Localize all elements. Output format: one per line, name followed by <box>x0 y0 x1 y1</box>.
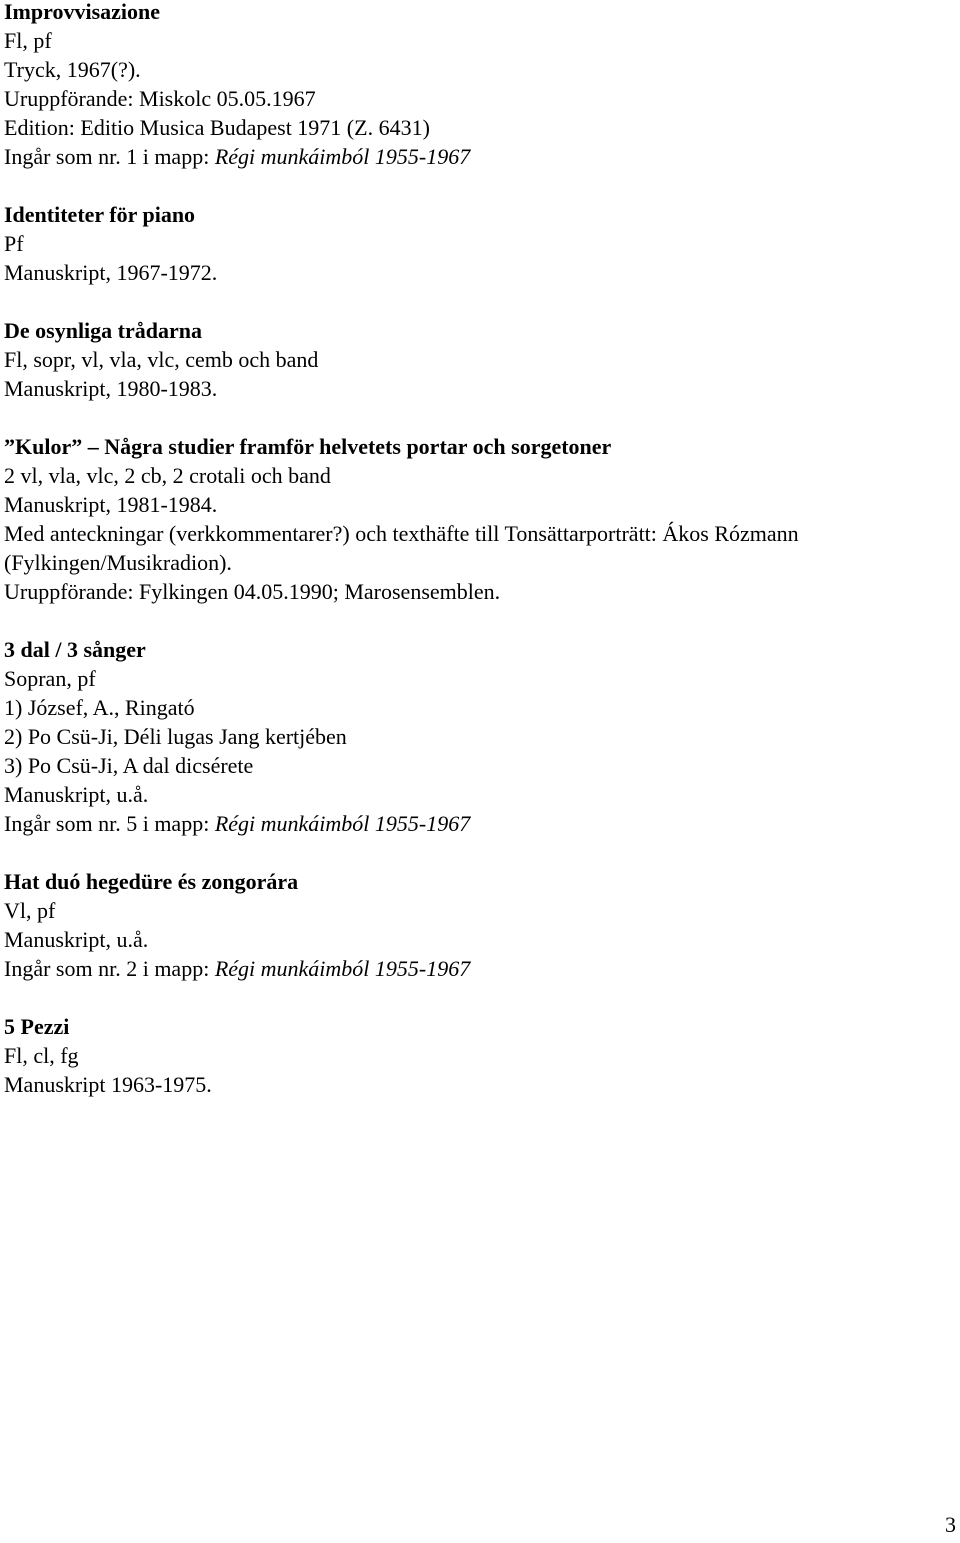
mapp-note: Ingår som nr. 2 i mapp: Régi munkáimból 1955-1967 <box>4 956 471 981</box>
mapp-note: Ingår som nr. 5 i mapp: Régi munkáimból 1955-1967 <box>4 811 471 836</box>
annotation-note: Med anteckningar (verkkommentarer?) och texthäfte till Tonsättarporträtt: Ákos Rózmann <box>4 521 799 546</box>
mapp-title: Régi munkáimból 1955-1967 <box>214 811 471 836</box>
work-entry-hat-duo <box>4 867 954 983</box>
document-page <box>4 0 954 1099</box>
work-title: ”Kulor” – Några studier framför helvetets portar och sorgetoner <box>4 434 612 459</box>
mapp-title: Régi munkáimból 1955-1967 <box>214 144 471 169</box>
edition-note: Edition: Editio Musica Budapest 1971 (Z. 6431) <box>4 115 430 140</box>
instrumentation: 2 vl, vla, vlc, 2 cb, 2 crotali och band <box>4 463 331 488</box>
work-entry-3-dal <box>4 635 954 838</box>
premiere-note: Uruppförande: Miskolc 05.05.1967 <box>4 86 316 111</box>
instrumentation: Vl, pf <box>4 898 56 923</box>
work-title: 3 dal / 3 sånger <box>4 637 146 662</box>
premiere-note: Uruppförande: Fylkingen 04.05.1990; Marosensemblen. <box>4 579 501 604</box>
work-entry-de-osynliga-tradarna <box>4 316 954 403</box>
mapp-note: Ingår som nr. 1 i mapp: Régi munkáimból 1955-1967 <box>4 144 471 169</box>
work-title: Hat duó hegedüre és zongorára <box>4 869 299 894</box>
manuscript-note: Manuskript 1963-1975. <box>4 1072 212 1097</box>
work-entry-improvvisazione <box>4 0 954 171</box>
mapp-title: Régi munkáimból 1955-1967 <box>214 956 471 981</box>
instrumentation: Fl, cl, fg <box>4 1043 79 1068</box>
publication-note: Tryck, 1967(?). <box>4 57 141 82</box>
work-entry-identiteter <box>4 200 954 287</box>
instrumentation: Sopran, pf <box>4 666 96 691</box>
work-title: Improvvisazione <box>4 0 161 24</box>
work-title: 5 Pezzi <box>4 1014 70 1039</box>
song-item: 1) József, A., Ringató <box>4 695 195 720</box>
page-number: 3 <box>945 1512 956 1537</box>
song-item: 2) Po Csü-Ji, Déli lugas Jang kertjében <box>4 724 347 749</box>
instrumentation: Fl, sopr, vl, vla, vlc, cemb och band <box>4 347 319 372</box>
instrumentation: Fl, pf <box>4 28 52 53</box>
work-title: De osynliga trådarna <box>4 318 202 343</box>
instrumentation: Pf <box>4 231 24 256</box>
manuscript-note: Manuskript, u.å. <box>4 782 149 807</box>
manuscript-note: Manuskript, 1981-1984. <box>4 492 218 517</box>
work-entry-kulor <box>4 432 954 606</box>
manuscript-note: Manuskript, u.å. <box>4 927 149 952</box>
work-entry-5-pezzi <box>4 1012 954 1099</box>
work-title: Identiteter för piano <box>4 202 196 227</box>
song-item: 3) Po Csü-Ji, A dal dicsérete <box>4 753 254 778</box>
annotation-note-cont: (Fylkingen/Musikradion). <box>4 550 232 575</box>
manuscript-note: Manuskript, 1980-1983. <box>4 376 218 401</box>
manuscript-note: Manuskript, 1967-1972. <box>4 260 218 285</box>
song-list <box>4 693 954 780</box>
